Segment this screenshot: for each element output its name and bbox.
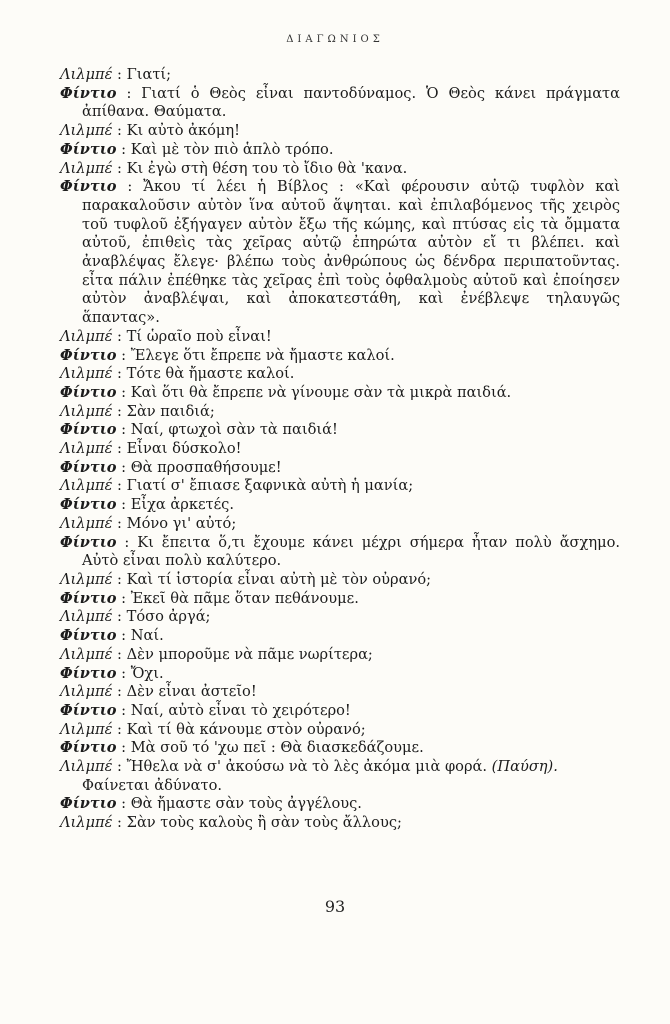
line-text: Σὰν παιδιά; [126, 402, 215, 420]
line-text: Θὰ προσπαθήσουμε! [130, 458, 282, 476]
dialogue-line: Λιλμπέ : Μόνο γι' αὐτό; [60, 514, 237, 532]
dialogue-line: Λιλμπέ : Ἤθελα νὰ σ' ἀκούσω νὰ τὸ λὲς ἀκόμα μιὰ φορά. (Παύση). [60, 758, 558, 776]
dialogue-line: Λιλμπέ : Καὶ τί ἱστορία εἶναι αὐτὴ μὲ τὸν οὐρανό; [60, 570, 432, 588]
speaker-name: Φίντιο [60, 664, 117, 682]
speaker-name: Λιλμπέ [60, 365, 113, 383]
dialogue-text [60, 66, 620, 833]
line-text: Ἄκου τί λέει ἡ Βίβλος : «Καὶ φέρουσιν αὐτῷ τυφλὸν καὶ παρακαλοῦσιν αὐτὸν ἵνα αὐτοῦ ἅψηται. καὶ ἐπιλαβόμενος τῆς χειρὸς τοῦ τυφλοῦ ἐξήγαγεν αὐτὸν ἔξω τῆς κώμης, καὶ πτύσας εἰς τὰ ὄμματα αὐτοῦ, ἐπιθεὶς τὰς χεῖρας αὐτῷ ἐπηρώτα αὐτὸν εἴ τι βλέπει. καὶ ἀναβλέψας ἔλεγε· βλέπω τοὺς ἀνθρώπους ὡς δένδρα περιπατοῦντας. εἶτα πάλιν ἐπέθηκε τὰς χεῖρας ἐπὶ τοὺς ὀφθαλμοὺς αὐτοῦ καὶ ἐποίησεν αὐτὸν ἀναβλέψαι, καὶ ἀποκατεστάθη, καὶ ἐνέβλεψε τηλαυγῶς ἅπαντας». [82, 178, 620, 327]
speaker-name: Φίντιο [60, 84, 117, 102]
line-text: Καὶ μὲ τὸν πιὸ ἁπλὸ τρόπο. [130, 140, 334, 158]
speaker-name: Φίντιο [60, 140, 117, 158]
speaker-name: Φίντιο [60, 496, 117, 514]
line-text: Καὶ τί θὰ κάνουμε στὸν οὐρανό; [126, 720, 366, 738]
running-head: ΔΙΑΓΩΝΙΟΣ [286, 34, 384, 45]
dialogue-line: Λιλμπέ : Σὰν τοὺς καλοὺς ἢ σὰν τοὺς ἄλλους; [60, 814, 402, 832]
dialogue-line: Φίντιο : Ναί, φτωχοὶ σὰν τὰ παιδιά! [60, 421, 338, 439]
line-text: Τί ὡραῖο ποὺ εἶναι! [126, 327, 272, 345]
line-text: Κι ἔπειτα ὅ,τι ἔχουμε κάνει μέχρι σήμερα ἦταν πολὺ ἄσχημο. Αὐτὸ εἶναι πολὺ καλύτερο. [82, 533, 621, 570]
line-text: Θὰ ἤμαστε σὰν τοὺς ἀγγέλους. [130, 795, 362, 813]
speaker-name: Λιλμπέ [60, 402, 113, 420]
speaker-name: Φίντιο [60, 346, 117, 364]
line-text: Δὲν μποροῦμε νὰ πᾶμε νωρίτερα; [126, 645, 373, 663]
dialogue-line: Λιλμπέ : Κι ἐγὼ στὴ θέση του τὸ ἴδιο θὰ 'κανα. [60, 159, 408, 177]
speaker-name: Λιλμπέ [60, 440, 113, 458]
speaker-name: Λιλμπέ [60, 159, 113, 177]
speaker-name: Λιλμπέ [60, 720, 113, 738]
speaker-name: Λιλμπέ [60, 66, 113, 83]
line-text: Τόσο ἀργά; [126, 608, 211, 626]
line-text: Ναί, φτωχοὶ σὰν τὰ παιδιά! [130, 421, 338, 439]
line-text: Ναί, αὐτὸ εἶναι τὸ χειρότερο! [130, 701, 351, 719]
speaker-name: Λιλμπέ [60, 645, 113, 663]
dialogue-line: Λιλμπέ : Γιατί; [60, 66, 172, 83]
dialogue-line: Φίντιο : Μὰ σοῦ τό 'χω πεῖ : Θὰ διασκεδάζουμε. [60, 739, 424, 757]
line-text: Κι ἐγὼ στὴ θέση του τὸ ἴδιο θὰ 'κανα. [126, 159, 408, 177]
speaker-name: Λιλμπέ [60, 122, 113, 140]
speaker-name: Φίντιο [60, 627, 117, 645]
line-text: Καὶ ὅτι θὰ ἔπρεπε νὰ γίνουμε σὰν τὰ μικρὰ παιδιά. [130, 383, 512, 401]
speaker-name: Φίντιο [60, 739, 117, 757]
dialogue-line: Λιλμπέ : Δὲν μποροῦμε νὰ πᾶμε νωρίτερα; [60, 645, 373, 663]
speaker-name: Φίντιο [60, 533, 117, 551]
line-text: Τότε θὰ ἤμαστε καλοί. [126, 365, 295, 383]
page-number: 93 [324, 897, 346, 916]
speaker-name: Φίντιο [60, 589, 117, 607]
speaker-name: Φίντιο [60, 178, 117, 196]
speaker-name: Λιλμπέ [60, 814, 113, 832]
line-text: Ὄχι. [130, 664, 164, 682]
speaker-name: Λιλμπέ [60, 608, 113, 626]
line-text: Εἶχα ἀρκετές. [130, 496, 234, 514]
speaker-name: Φίντιο [60, 421, 117, 439]
dialogue-line: Φίντιο : Θὰ προσπαθήσουμε! [60, 458, 282, 476]
dialogue-line: Λιλμπέ : Δὲν εἶναι ἀστεῖο! [60, 683, 257, 701]
speaker-name: Λιλμπέ [60, 758, 113, 776]
speaker-name: Λιλμπέ [60, 683, 113, 701]
dialogue-line: Φίντιο : Θὰ ἤμαστε σὰν τοὺς ἀγγέλους. [60, 795, 362, 813]
line-continuation: Φαίνεται ἀδύνατο. [82, 776, 223, 794]
line-text: Κι αὐτὸ ἀκόμη! [126, 122, 240, 140]
speaker-name: Φίντιο [60, 458, 117, 476]
line-text: Ἔλεγε ὅτι ἔπρεπε νὰ ἤμαστε καλοί. [130, 346, 395, 364]
dialogue-line: Λιλμπέ : Κι αὐτὸ ἀκόμη! [60, 122, 240, 140]
speaker-name: Λιλμπέ [60, 570, 113, 588]
line-text: Ἐκεῖ θὰ πᾶμε ὅταν πεθάνουμε. [130, 589, 359, 607]
dialogue-line: Λιλμπέ : Τόσο ἀργά; [60, 608, 211, 626]
speaker-name: Φίντιο [60, 701, 117, 719]
dialogue-line: Φίντιο : Ἄκου τί λέει ἡ Βίβλος : «Καὶ φέρουσιν αὐτῷ τυφλὸν καὶ παρακαλοῦσιν αὐτὸν ἵνα αὐτοῦ ἅψηται. καὶ ἐπιλαβόμενος τῆς χειρὸς τοῦ τυφλοῦ ἐξήγαγεν αὐτὸν ἔξω τῆς κώμης, καὶ πτύσας εἰς τὰ ὄμματα αὐτοῦ, ἐπιθεὶς τὰς χεῖρας αὐτῷ ἐπηρώτα αὐτὸν εἴ τι βλέπει. καὶ ἀναβλέψας ἔλεγε· βλέπω τοὺς ἀνθρώπους ὡς δένδρα περιπατοῦντας. εἶτα πάλιν ἐπέθηκε τὰς χεῖρας ἐπὶ τοὺς ὀφθαλμοὺς αὐτοῦ καὶ ἐποίησεν αὐτὸν ἀναβλέψαι, καὶ ἀποκατεστάθη, καὶ ἐνέβλεψε τηλαυγῶς ἅπαντας». [60, 178, 620, 327]
line-text: Γιατί σ' ἔπιασε ξαφνικὰ αὐτὴ ἡ μανία; [126, 477, 414, 495]
line-text: Δὲν εἶναι ἀστεῖο! [126, 683, 257, 701]
line-text: Εἶναι δύσκολο! [126, 440, 242, 458]
speaker-name: Φίντιο [60, 795, 117, 813]
line-text: Σὰν τοὺς καλοὺς ἢ σὰν τοὺς ἄλλους; [126, 814, 402, 832]
dialogue-line: Φίντιο : Εἶχα ἀρκετές. [60, 496, 234, 514]
dialogue-line: Φίντιο : Ναί. [60, 627, 164, 645]
dialogue-line: Λιλμπέ : Τί ὡραῖο ποὺ εἶναι! [60, 327, 272, 345]
dialogue-line: Λιλμπέ : Εἶναι δύσκολο! [60, 440, 242, 458]
dialogue-line: Φίντιο : Καὶ ὅτι θὰ ἔπρεπε νὰ γίνουμε σὰν τὰ μικρὰ παιδιά. [60, 383, 512, 401]
speaker-name: Λιλμπέ [60, 514, 113, 532]
line-text: Μόνο γι' αὐτό; [126, 514, 237, 532]
speaker-name: Λιλμπέ [60, 327, 113, 345]
line-text: Γιατί; [126, 66, 172, 83]
line-text: Μὰ σοῦ τό 'χω πεῖ : Θὰ διασκεδάζουμε. [130, 739, 424, 757]
dialogue-line: Φίντιο : Ὄχι. [60, 664, 164, 682]
line-text: Ἤθελα νὰ σ' ἀκούσω νὰ τὸ λὲς ἀκόμα μιὰ φορά. [126, 758, 488, 776]
dialogue-line: Φίντιο : Ναί, αὐτὸ εἶναι τὸ χειρότερο! [60, 701, 351, 719]
dialogue-line: Φίντιο : Γιατί ὁ Θεὸς εἶναι παντοδύναμος. Ὁ Θεὸς κάνει πράγματα ἀπίθανα. Θαύματα. [60, 84, 620, 121]
dialogue-line: Λιλμπέ : Καὶ τί θὰ κάνουμε στὸν οὐρανό; [60, 720, 366, 738]
stage-direction: (Παύση). [491, 758, 558, 776]
dialogue-line: Λιλμπέ : Σὰν παιδιά; [60, 402, 215, 420]
speaker-name: Φίντιο [60, 383, 117, 401]
dialogue-line: Λιλμπέ : Τότε θὰ ἤμαστε καλοί. [60, 365, 295, 383]
dialogue-line: Φίντιο : Κι ἔπειτα ὅ,τι ἔχουμε κάνει μέχρι σήμερα ἦταν πολὺ ἄσχημο. Αὐτὸ εἶναι πολὺ καλύτερο. [60, 533, 621, 570]
line-text: Ναί. [130, 627, 164, 645]
dialogue-line: Φίντιο : Καὶ μὲ τὸν πιὸ ἁπλὸ τρόπο. [60, 140, 334, 158]
line-text: Γιατί ὁ Θεὸς εἶναι παντοδύναμος. Ὁ Θεὸς κάνει πράγματα ἀπίθανα. Θαύματα. [82, 84, 620, 121]
dialogue-line: Λιλμπέ : Γιατί σ' ἔπιασε ξαφνικὰ αὐτὴ ἡ μανία; [60, 477, 414, 495]
dialogue-line: Φίντιο : Ἔλεγε ὅτι ἔπρεπε νὰ ἤμαστε καλοί. [60, 346, 395, 364]
line-text: Καὶ τί ἱστορία εἶναι αὐτὴ μὲ τὸν οὐρανό; [126, 570, 432, 588]
speaker-name: Λιλμπέ [60, 477, 113, 495]
dialogue-line: Φίντιο : Ἐκεῖ θὰ πᾶμε ὅταν πεθάνουμε. [60, 589, 359, 607]
